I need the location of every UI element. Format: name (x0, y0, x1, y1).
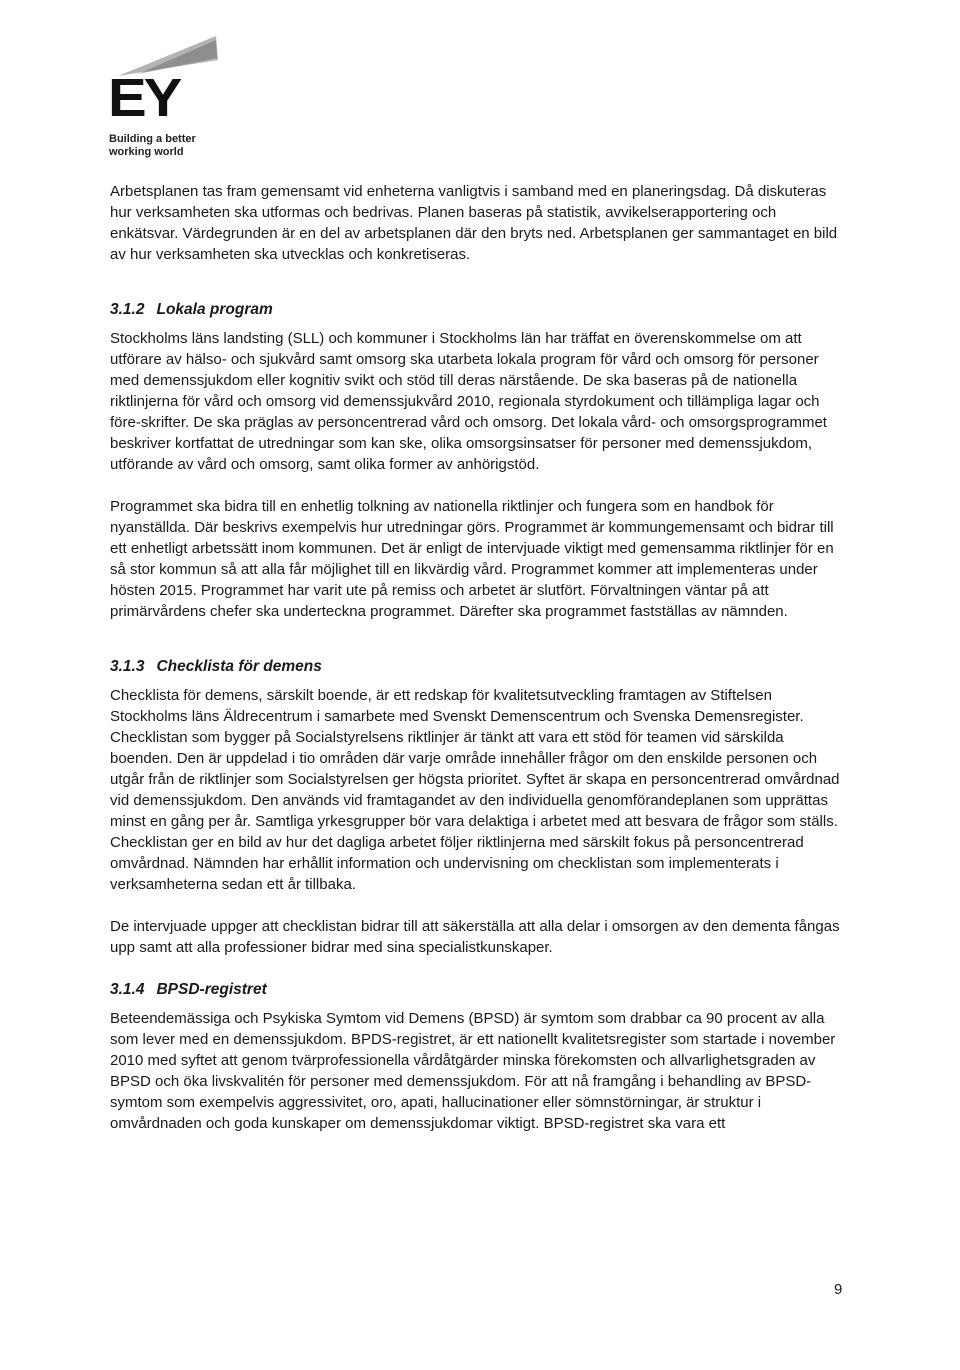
paragraph: Beteendemässiga och Psykiska Symtom vid Demens (BPSD) är symtom som drabbar ca 90 procent av alla som lever med en demenssjukdom. BPDS-registret, är ett nationellt kvalitetsregister som startade i november 2010 med syftet att genom tvärprofessionella vårdåtgärder minska förekomsten och allvarlighetsgraden av BPSD och öka livskvalitén för personer med demenssjukdom. För att nå framgång i behandling av BPSD-symtom som exempelvis aggressivitet, oro, apati, hallucinationer eller sömnstörningar, är struktur i omvårdnaden och goda kunskaper om demenssjukdomar viktigt. BPSD-registret ska vara ett (110, 1010, 836, 1132)
document-body (110, 181, 845, 1134)
paragraph: Programmet ska bidra till en enhetlig tolkning av nationella riktlinjer och fungera som en handbok för nyanställda. Där beskrivs exempelvis hur utredningar görs. Programmet är kommungemensamt och bidrar till ett enhetligt arbetssätt inom kommunen. Det är enligt de intervjuade viktigt med gemensamma riktlinjer för en så stor kommun så att alla får möjlighet till en likvärdig vård. Programmet kommer att implementeras under hösten 2015. Programmet har varit ute på remiss och arbetet är slutfört. Förvaltningen väntar på att primärvårdens chefer ska underteckna programmet. Därefter ska programmet fastställas av nämnden. (110, 498, 834, 620)
section-heading-3-1-2 (110, 299, 845, 320)
ey-tagline-line1: Building a better (109, 133, 196, 145)
section-number: 3.1.3 (110, 658, 145, 675)
section-heading-3-1-4 (110, 979, 845, 1000)
section-number: 3.1.2 (110, 301, 145, 318)
intro-paragraph: Arbetsplanen tas fram gemensamt vid enheterna vanligtvis i samband med en planeringsdag. Då diskuteras hur verksamheten ska utformas och bedrivas. Planen baseras på statistik, avvikelserapportering och enkätsvar. Värdegrunden är en del av arbetsplanen där den bryts ned. Arbetsplanen ger sammantaget en bild av hur verksamheten ska utvecklas och konkretiseras. (110, 183, 838, 263)
page-number: 9 (834, 1281, 843, 1298)
paragraph: Checklista för demens, särskilt boende, är ett redskap för kvalitetsutveckling framtagen av Stiftelsen Stockholms läns Äldrecentrum i samarbete med Svenskt Demenscentrum och Svenska Demensregister. Checklistan som bygger på Socialstyrelsens riktlinjer är tänkt att vara ett stöd för teamen vid särskilda boenden. Den är uppdelad i tio områden där varje område innehåller frågor om den enskilde personen och utgår från de riktlinjer som Socialstyrelsen ger högsta prioritet. Syftet är skapa en personcentrerad omvårdnad vid demenssjukdom. Den används vid framtagandet av den individuella genomförandeplanen som upprättas minst en gång per år. Samtliga yrkesgrupper bör vara delaktiga i arbetet med att besvara de frågor som ställs. Checklistan ger en bild av hur det dagliga arbetet följer riktlinjerna med särskilt fokus på personcentrerad omvårdnad. Nämnden har erhållit information och undervisning om checklistan som implementerats i verksamheterna sedan ett år tillbaka. (110, 687, 840, 893)
section-title: Lokala program (156, 301, 273, 318)
ey-logo (108, 30, 238, 160)
paragraph: Stockholms läns landsting (SLL) och kommuner i Stockholms län har träffat en överenskommelse om att utförare av hälso- och sjukvård samt omsorg ska utarbeta lokala program för vård och omsorg för personer med demenssjukdom eller kognitiv svikt och stöd till deras närstående. De ska baseras på de nationella riktlinjerna för vård och omsorg vid demenssjukvård 2010, regionala styrdokument och tillämpliga lagar och före-skrifter. De ska präglas av personcentrerad vård och omsorg. Det lokala vård- och omsorgsprogrammet beskriver kortfattat de utredningar som kan ske, olika omsorgsinsatser för personer med demenssjukdom, utförande av vård och omsorg, samt olika former av anhörigstöd. (110, 330, 827, 473)
section-heading-3-1-3 (110, 656, 845, 677)
ey-tagline-line2: working world (109, 146, 184, 158)
section-title: BPSD-registret (156, 981, 267, 998)
ey-tagline (109, 133, 219, 159)
ey-wordmark: EY (108, 68, 180, 129)
paragraph: De intervjuade uppger att checklistan bidrar till att säkerställa att alla delar i omsorgen av den dementa fångas upp samt att alla professioner bidrar med sina specialistkunskaper. (110, 918, 840, 956)
section-title: Checklista för demens (156, 658, 322, 675)
section-number: 3.1.4 (110, 981, 145, 998)
